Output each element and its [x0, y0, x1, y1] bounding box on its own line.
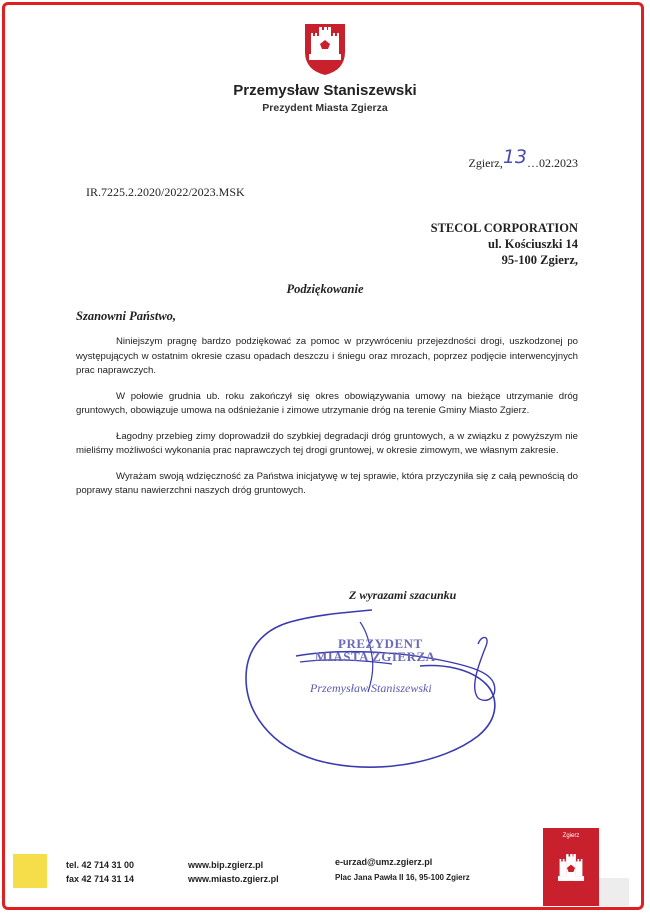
paragraph: Wyrażam swoją wdzięczność za Państwa inicjatywę w tej sprawie, która przyczyniła się z całą pewnością do poprawy stanu nawierzchni naszych dróg gruntowych. — [76, 470, 578, 496]
stamp-city: MIASTA ZGIERZA — [315, 649, 436, 664]
salutation: Szanowni Państwo, — [76, 309, 177, 323]
footer-contact — [335, 855, 470, 885]
paragraph: Niniejszym pragnę bardzo podziękować za pomoc w przywróceniu przejezdności drogi, uszkodzonej po występujących w ostatnim okresie czasu opadach deszczu i śniegu oraz mrozach, poprzez podjęcie interwencyjnych prac naprawczych. — [76, 336, 578, 376]
footer-websites — [188, 858, 279, 886]
date-city: Zgierz, — [468, 156, 503, 170]
letter-body — [76, 335, 578, 510]
recipient-city: 95-100 Zgierz, — [501, 253, 578, 267]
footer-tel: tel. 42 714 31 00 — [66, 860, 135, 870]
header-title: Prezydent Miasta Zgierza — [262, 102, 388, 114]
paragraph: W połowie grudnia ub. roku zakończył się okres obowiązywania umowy na bieżące utrzymanie dróg gruntowych, obowiązuje umowa na odśnieżanie i zimowe utrzymanie dróg na terenie Gminy Miasto Zgierz. — [76, 390, 578, 416]
footer-email[interactable]: e-urzad@umz.zgierz.pl — [335, 857, 433, 867]
paragraph: Łagodny przebieg zimy doprowadził do szybkiej degradacji dróg gruntowych, a w związku z powyższym nie mieliśmy możliwości wykonania prac naprawczych tej drogi gruntowej, w okresie zimowym, we własnym zakresie. — [76, 430, 578, 456]
footer-accent-square — [13, 854, 47, 888]
footer-phone — [66, 858, 134, 886]
recipient-company: STECOL CORPORATION — [430, 221, 578, 235]
footer-logo-label: Zgierz — [562, 833, 580, 839]
city-crest-icon — [553, 850, 589, 894]
footer-fax: fax 42 714 31 14 — [66, 874, 135, 884]
date-rest: 02.2023 — [539, 156, 578, 170]
footer-web-bip[interactable]: www.bip.zgierz.pl — [188, 860, 264, 870]
letter-subject: Podziękowanie — [286, 282, 364, 296]
date-day: 13 — [502, 146, 527, 168]
stamp-name: Przemysław Staniszewski — [310, 681, 432, 695]
stamp-title: PREZYDENT — [338, 636, 423, 651]
recipient-block — [431, 220, 578, 268]
letter-date: Zgierz,13…02.2023 — [468, 146, 578, 170]
footer-logo-ghost — [599, 878, 629, 906]
recipient-street: ul. Kościuszki 14 — [488, 237, 578, 251]
footer-logo-tile — [543, 828, 599, 906]
footer-address: Plac Jana Pawła II 16, 95-100 Zgierz — [335, 873, 470, 882]
city-crest-icon — [303, 22, 347, 76]
header-name: Przemysław Staniszewski — [233, 82, 417, 99]
reference-number: IR.7225.2.2020/2022/2023.MSK — [86, 185, 245, 199]
closing-phrase: Z wyrazami szacunku — [349, 588, 457, 602]
footer-web-miasto[interactable]: www.miasto.zgierz.pl — [188, 874, 279, 884]
